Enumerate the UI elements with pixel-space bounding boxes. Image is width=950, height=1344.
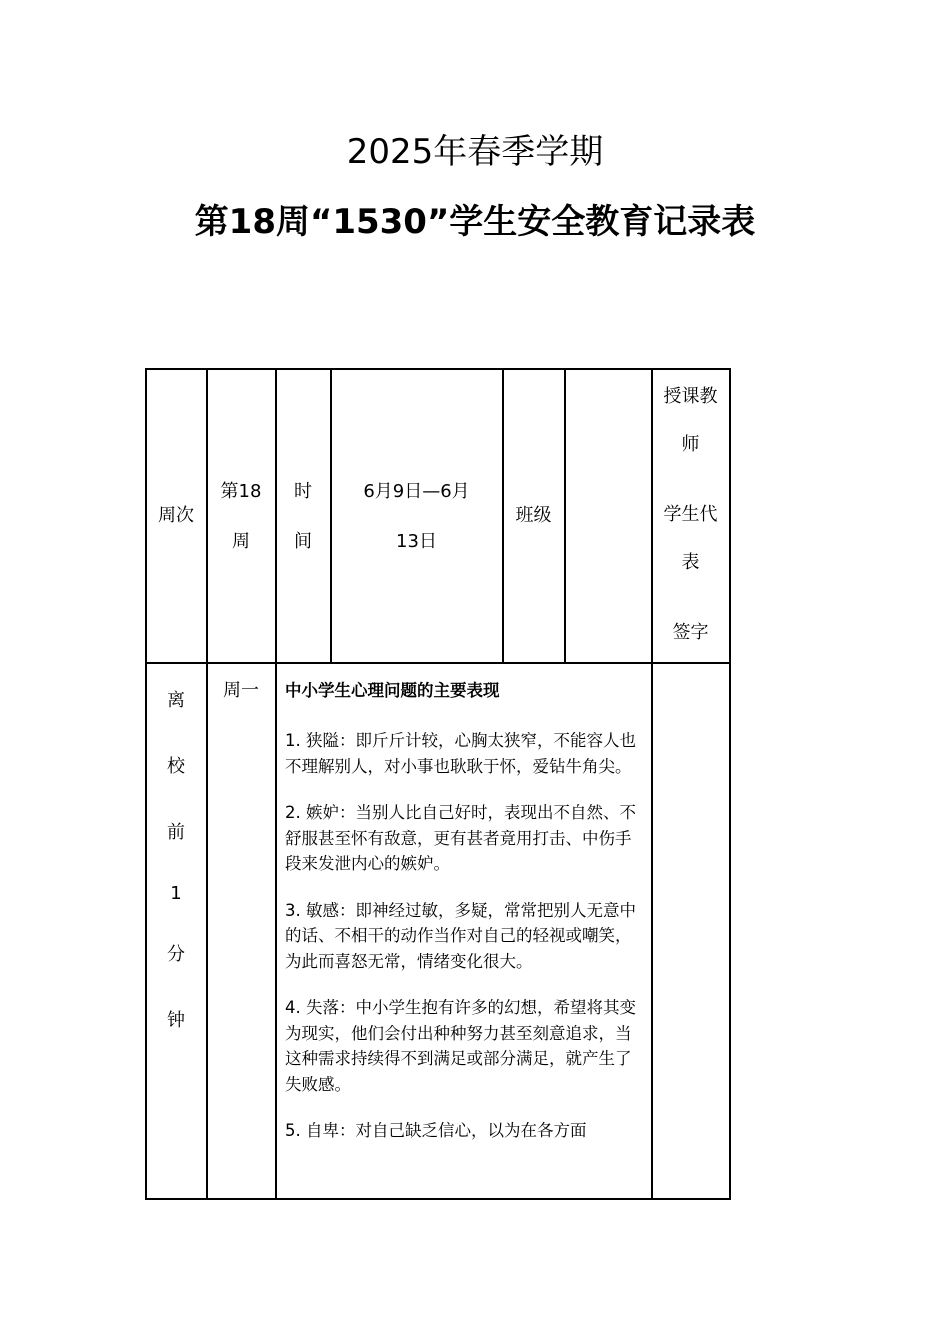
lesson-content [285, 676, 637, 1198]
date-range: 6月9日—6月 13日 [363, 481, 470, 552]
class-label: 班级 [515, 505, 552, 526]
day-label: 周一 [223, 680, 259, 701]
lesson-heading: 中小学生心理问题的主要表现 [285, 681, 500, 700]
departure-label: 离 校 前 1 分 钟 [167, 690, 185, 1031]
week-value: 第18 周 [220, 481, 262, 552]
title-line-1: 2025年春季学期 [346, 132, 604, 172]
lesson-item: 4. 失落：中小学生抱有许多的幻想，希望将其变为现实，他们会付出种种努力甚至刻意追求，当这种需求持续得不到满足或部分满足，就产生了失败感。 [285, 998, 636, 1094]
title-line-2: 第18周“1530”学生安全教育记录表 [194, 202, 756, 242]
lesson-item: 3. 敏感：即神经过敏，多疑，常常把别人无意中的话、不相干的动作当作对自己的轻视或嘲笑，为此而喜怒无常，情绪变化很大。 [285, 900, 636, 971]
time-label: 时 间 [294, 481, 312, 552]
lesson-item: 1. 狭隘：即斤斤计较，心胸太狭窄，不能容人也不理解别人，对小事也耿耿于怀，爱钻牛角尖。 [285, 731, 636, 776]
lesson-item: 5. 自卑：对自己缺乏信心，以为在各方面 [285, 1121, 587, 1140]
lesson-item: 2. 嫉妒：当别人比自己好时，表现出不自然、不舒服甚至怀有敌意，更有甚者竟用打击、中伤手段来发泄内心的嫉妒。 [285, 803, 636, 873]
signature-header: 授课教 师 学生代 表 签字 [663, 386, 718, 643]
week-label: 周次 [158, 505, 194, 526]
